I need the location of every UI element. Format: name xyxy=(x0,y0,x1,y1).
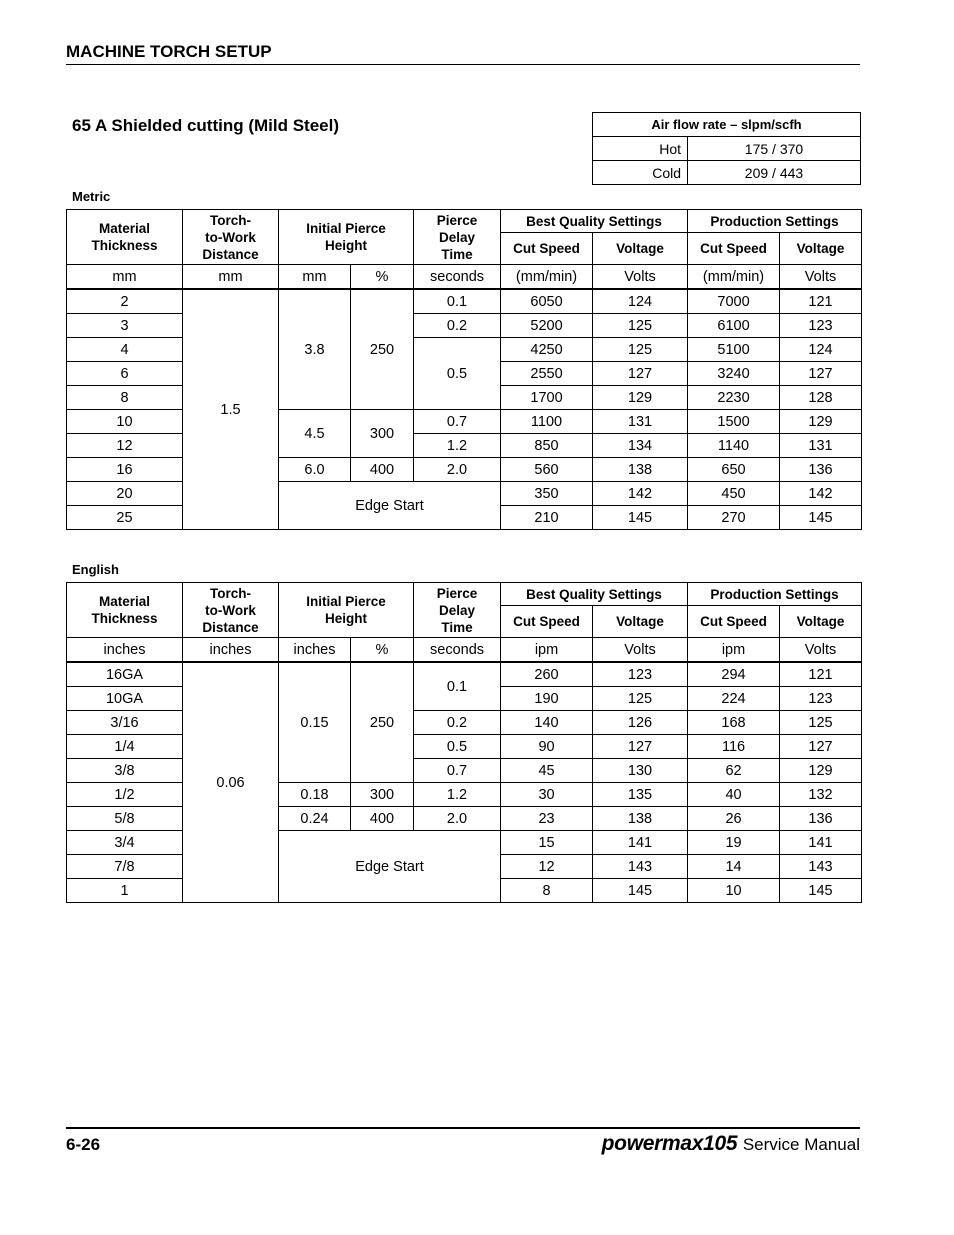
pr-speed-cell: 2230 xyxy=(688,386,780,410)
airflow-row xyxy=(593,137,861,161)
edge-start-cell: Edge Start xyxy=(279,482,501,530)
table-row xyxy=(67,289,862,314)
pr-voltage-cell: 131 xyxy=(780,434,862,458)
pierce-pct-cell: 400 xyxy=(351,807,414,831)
bq-voltage-cell: 134 xyxy=(593,434,688,458)
unit-cell: (mm/min) xyxy=(501,265,593,290)
header-line: Distance xyxy=(202,246,259,262)
pr-speed-cell: 168 xyxy=(688,711,780,735)
thickness-cell: 10GA xyxy=(67,687,183,711)
bq-voltage-cell: 129 xyxy=(593,386,688,410)
bq-speed-cell: 6050 xyxy=(501,289,593,314)
header-line: Delay xyxy=(439,229,476,245)
unit-cell: mm xyxy=(279,265,351,290)
unit-cell: seconds xyxy=(414,265,501,290)
bq-voltage-cell: 123 xyxy=(593,662,688,687)
thickness-cell: 5/8 xyxy=(67,807,183,831)
delay-cell: 0.5 xyxy=(414,735,501,759)
bq-speed-cell: 30 xyxy=(501,783,593,807)
header-line: Torch- xyxy=(210,585,251,601)
bq-speed-cell: 45 xyxy=(501,759,593,783)
header-line: Height xyxy=(325,238,367,253)
delay-cell: 2.0 xyxy=(414,458,501,482)
pr-voltage-cell: 141 xyxy=(780,831,862,855)
bq-voltage-cell: 130 xyxy=(593,759,688,783)
edge-start-cell: Edge Start xyxy=(279,831,501,903)
bq-speed-cell: 5200 xyxy=(501,314,593,338)
bq-voltage-cell: 145 xyxy=(593,506,688,530)
pr-voltage-cell: 142 xyxy=(780,482,862,506)
unit-cell: mm xyxy=(183,265,279,290)
unit-cell: % xyxy=(351,265,414,290)
thickness-cell: 3/8 xyxy=(67,759,183,783)
bq-speed-cell: 210 xyxy=(501,506,593,530)
thickness-cell: 8 xyxy=(67,386,183,410)
header-line: Time xyxy=(441,246,473,262)
delay-cell: 0.5 xyxy=(414,338,501,410)
thickness-cell: 3/4 xyxy=(67,831,183,855)
metric-label: Metric xyxy=(72,189,111,204)
delay-cell: 1.2 xyxy=(414,783,501,807)
bq-voltage-cell: 125 xyxy=(593,338,688,362)
thickness-cell: 10 xyxy=(67,410,183,434)
pr-voltage-cell: 121 xyxy=(780,289,862,314)
bq-speed-cell: 260 xyxy=(501,662,593,687)
bq-voltage-cell: 125 xyxy=(593,687,688,711)
pr-voltage-cell: 132 xyxy=(780,783,862,807)
pr-speed-cell: 224 xyxy=(688,687,780,711)
thickness-cell: 6 xyxy=(67,362,183,386)
pr-voltage-cell: 129 xyxy=(780,759,862,783)
thickness-cell: 16 xyxy=(67,458,183,482)
header-line: Pierce xyxy=(436,212,478,228)
col-production: Production Settings xyxy=(688,210,862,233)
unit-cell: Volts xyxy=(780,265,862,290)
delay-cell: 0.7 xyxy=(414,759,501,783)
thickness-cell: 3/16 xyxy=(67,711,183,735)
unit-cell: Volts xyxy=(780,638,862,663)
header-line: to-Work xyxy=(205,602,256,618)
bq-voltage-cell: 127 xyxy=(593,362,688,386)
pr-speed-cell: 19 xyxy=(688,831,780,855)
unit-cell: % xyxy=(351,638,414,663)
footer-brand xyxy=(602,1132,860,1156)
bq-voltage-cell: 141 xyxy=(593,831,688,855)
unit-cell: (mm/min) xyxy=(688,265,780,290)
metric-table xyxy=(66,209,862,530)
english-table xyxy=(66,582,862,903)
header-line: Pierce xyxy=(436,585,478,601)
col-bq-cut-speed: Cut Speed xyxy=(501,606,593,638)
delay-cell: 0.2 xyxy=(414,711,501,735)
col-material-thickness: Material Thickness xyxy=(67,583,183,638)
header-line: to-Work xyxy=(205,229,256,245)
thickness-cell: 4 xyxy=(67,338,183,362)
unit-cell: Volts xyxy=(593,638,688,663)
bq-speed-cell: 23 xyxy=(501,807,593,831)
bq-voltage-cell: 124 xyxy=(593,289,688,314)
col-best-quality: Best Quality Settings xyxy=(501,583,688,606)
airflow-label: Cold xyxy=(593,161,688,185)
delay-cell: 0.7 xyxy=(414,410,501,434)
pierce-pct-cell: 400 xyxy=(351,458,414,482)
bq-speed-cell: 4250 xyxy=(501,338,593,362)
unit-cell: mm xyxy=(67,265,183,290)
pr-voltage-cell: 145 xyxy=(780,506,862,530)
col-bq-voltage: Voltage xyxy=(593,233,688,265)
airflow-title: Air flow rate – slpm/scfh xyxy=(593,113,861,137)
col-initial-pierce-height xyxy=(279,210,414,265)
pr-speed-cell: 650 xyxy=(688,458,780,482)
thickness-cell: 20 xyxy=(67,482,183,506)
thickness-cell: 1/2 xyxy=(67,783,183,807)
bq-voltage-cell: 127 xyxy=(593,735,688,759)
header-line: Torch- xyxy=(210,212,251,228)
unit-cell: inches xyxy=(183,638,279,663)
pierce-pct-cell: 300 xyxy=(351,783,414,807)
pr-speed-cell: 14 xyxy=(688,855,780,879)
airflow-value: 175 / 370 xyxy=(688,137,861,161)
col-pr-cut-speed: Cut Speed xyxy=(688,233,780,265)
airflow-row xyxy=(593,161,861,185)
pr-voltage-cell: 127 xyxy=(780,735,862,759)
unit-cell: inches xyxy=(67,638,183,663)
bq-speed-cell: 12 xyxy=(501,855,593,879)
thickness-cell: 2 xyxy=(67,289,183,314)
pr-voltage-cell: 143 xyxy=(780,855,862,879)
units-row xyxy=(67,265,862,290)
col-pr-voltage: Voltage xyxy=(780,233,862,265)
pr-voltage-cell: 145 xyxy=(780,879,862,903)
thickness-cell: 3 xyxy=(67,314,183,338)
unit-cell: Volts xyxy=(593,265,688,290)
pierce-height-cell: 0.15 xyxy=(279,662,351,783)
col-initial-pierce-height xyxy=(279,583,414,638)
pr-speed-cell: 1140 xyxy=(688,434,780,458)
bq-speed-cell: 140 xyxy=(501,711,593,735)
section-title: 65 A Shielded cutting (Mild Steel) xyxy=(72,116,339,135)
bq-voltage-cell: 125 xyxy=(593,314,688,338)
pr-speed-cell: 26 xyxy=(688,807,780,831)
pr-voltage-cell: 129 xyxy=(780,410,862,434)
header-rule xyxy=(66,64,860,65)
col-best-quality: Best Quality Settings xyxy=(501,210,688,233)
table-row xyxy=(67,662,862,687)
english-label: English xyxy=(72,562,119,577)
header-line: Initial Pierce xyxy=(306,594,386,609)
header-line: Distance xyxy=(202,619,259,635)
delay-cell: 0.1 xyxy=(414,289,501,314)
page-header-title: MACHINE TORCH SETUP xyxy=(66,42,272,61)
bq-speed-cell: 1700 xyxy=(501,386,593,410)
col-bq-voltage: Voltage xyxy=(593,606,688,638)
col-pierce-delay xyxy=(414,210,501,265)
bq-voltage-cell: 131 xyxy=(593,410,688,434)
thickness-cell: 16GA xyxy=(67,662,183,687)
airflow-table xyxy=(592,112,861,185)
bq-voltage-cell: 126 xyxy=(593,711,688,735)
pierce-height-cell: 6.0 xyxy=(279,458,351,482)
header-line: Delay xyxy=(439,602,476,618)
col-production: Production Settings xyxy=(688,583,862,606)
col-torch-to-work xyxy=(183,583,279,638)
unit-cell: seconds xyxy=(414,638,501,663)
pr-speed-cell: 1500 xyxy=(688,410,780,434)
manual-label: Service Manual xyxy=(742,1135,860,1154)
brand-logo: powermax105 xyxy=(601,1132,738,1155)
pr-voltage-cell: 136 xyxy=(780,458,862,482)
page-number: 6-26 xyxy=(66,1135,101,1154)
airflow-label: Hot xyxy=(593,137,688,161)
col-pr-voltage: Voltage xyxy=(780,606,862,638)
col-pr-cut-speed: Cut Speed xyxy=(688,606,780,638)
bq-voltage-cell: 138 xyxy=(593,458,688,482)
delay-cell: 2.0 xyxy=(414,807,501,831)
pr-speed-cell: 62 xyxy=(688,759,780,783)
header-line: Initial Pierce xyxy=(306,221,386,236)
col-pierce-delay xyxy=(414,583,501,638)
pr-speed-cell: 6100 xyxy=(688,314,780,338)
pierce-pct-cell: 250 xyxy=(351,662,414,783)
thickness-cell: 12 xyxy=(67,434,183,458)
pierce-pct-cell: 250 xyxy=(351,289,414,410)
thickness-cell: 25 xyxy=(67,506,183,530)
footer-rule xyxy=(66,1127,860,1129)
pr-speed-cell: 40 xyxy=(688,783,780,807)
pierce-height-cell: 4.5 xyxy=(279,410,351,458)
bq-voltage-cell: 138 xyxy=(593,807,688,831)
header-line: Time xyxy=(441,619,473,635)
pr-speed-cell: 10 xyxy=(688,879,780,903)
header-line: Height xyxy=(325,611,367,626)
pr-voltage-cell: 136 xyxy=(780,807,862,831)
pr-voltage-cell: 125 xyxy=(780,711,862,735)
bq-speed-cell: 8 xyxy=(501,879,593,903)
bq-speed-cell: 1100 xyxy=(501,410,593,434)
thickness-cell: 1/4 xyxy=(67,735,183,759)
pierce-pct-cell: 300 xyxy=(351,410,414,458)
pr-speed-cell: 7000 xyxy=(688,289,780,314)
pr-voltage-cell: 123 xyxy=(780,687,862,711)
delay-cell: 0.2 xyxy=(414,314,501,338)
unit-cell: inches xyxy=(279,638,351,663)
pierce-height-cell: 0.18 xyxy=(279,783,351,807)
pr-voltage-cell: 128 xyxy=(780,386,862,410)
col-material-thickness: Material Thickness xyxy=(67,210,183,265)
pierce-height-cell: 3.8 xyxy=(279,289,351,410)
unit-cell: ipm xyxy=(688,638,780,663)
bq-speed-cell: 90 xyxy=(501,735,593,759)
torch-distance-cell: 1.5 xyxy=(183,289,279,530)
pr-speed-cell: 5100 xyxy=(688,338,780,362)
col-bq-cut-speed: Cut Speed xyxy=(501,233,593,265)
bq-voltage-cell: 135 xyxy=(593,783,688,807)
bq-speed-cell: 350 xyxy=(501,482,593,506)
pr-speed-cell: 116 xyxy=(688,735,780,759)
bq-speed-cell: 15 xyxy=(501,831,593,855)
pr-speed-cell: 294 xyxy=(688,662,780,687)
bq-speed-cell: 190 xyxy=(501,687,593,711)
bq-speed-cell: 850 xyxy=(501,434,593,458)
pierce-height-cell: 0.24 xyxy=(279,807,351,831)
units-row xyxy=(67,638,862,663)
pr-speed-cell: 3240 xyxy=(688,362,780,386)
pr-voltage-cell: 123 xyxy=(780,314,862,338)
airflow-value: 209 / 443 xyxy=(688,161,861,185)
bq-voltage-cell: 145 xyxy=(593,879,688,903)
delay-cell: 1.2 xyxy=(414,434,501,458)
bq-voltage-cell: 142 xyxy=(593,482,688,506)
torch-distance-cell: 0.06 xyxy=(183,662,279,903)
thickness-cell: 7/8 xyxy=(67,855,183,879)
bq-speed-cell: 2550 xyxy=(501,362,593,386)
pr-voltage-cell: 127 xyxy=(780,362,862,386)
delay-cell: 0.1 xyxy=(414,662,501,711)
bq-speed-cell: 560 xyxy=(501,458,593,482)
pr-voltage-cell: 124 xyxy=(780,338,862,362)
thickness-cell: 1 xyxy=(67,879,183,903)
unit-cell: ipm xyxy=(501,638,593,663)
pr-speed-cell: 270 xyxy=(688,506,780,530)
bq-voltage-cell: 143 xyxy=(593,855,688,879)
pr-speed-cell: 450 xyxy=(688,482,780,506)
col-torch-to-work xyxy=(183,210,279,265)
pr-voltage-cell: 121 xyxy=(780,662,862,687)
